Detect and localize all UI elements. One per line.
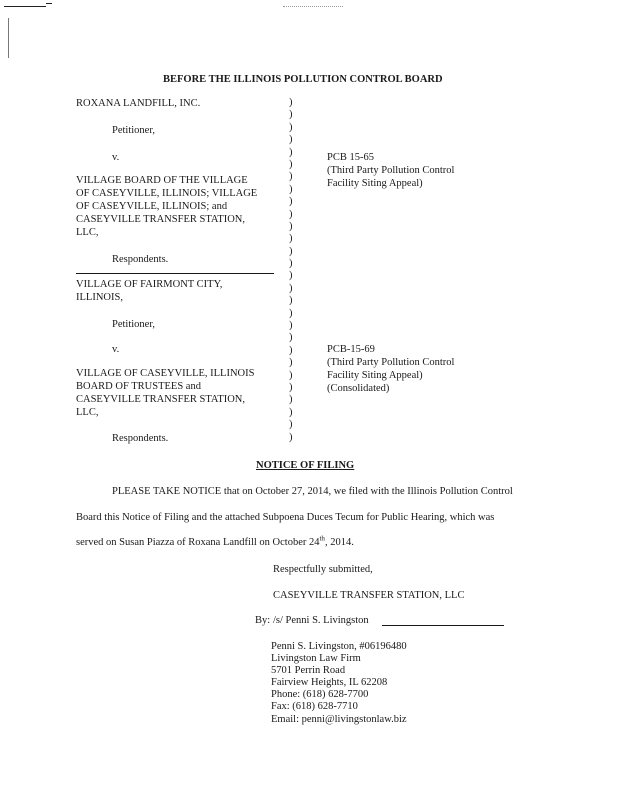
scan-edge-mark [46, 3, 52, 4]
caption-parenthesis: ) [289, 233, 293, 245]
caption-parenthesis: ) [289, 258, 293, 270]
contact-line: Penni S. Livingston, #06196480 [271, 641, 407, 652]
signature-by-label: By: [255, 615, 271, 626]
caption-parenthesis: ) [289, 344, 293, 356]
notice-line [76, 536, 546, 549]
notice-line [76, 485, 546, 498]
case1-petitioner-label: Petitioner, [112, 125, 156, 136]
contact-email: Email: penni@livingstonlaw.biz [271, 714, 407, 725]
case1-respondent-line: CASEYVILLE TRANSFER STATION, [76, 214, 246, 225]
case1-case-type-line: Facility Siting Appeal) [327, 178, 423, 189]
signature-line [382, 625, 504, 626]
caption-parenthesis: ) [289, 357, 293, 369]
caption-parenthesis: ) [289, 307, 293, 319]
caption-parenthesis: ) [289, 295, 293, 307]
caption-parenthesis: ) [289, 171, 293, 183]
case1-versus: v. [112, 152, 120, 163]
caption-parenthesis: ) [289, 332, 293, 344]
caption-parenthesis: ) [289, 406, 293, 418]
caption-parenthesis: ) [289, 158, 293, 170]
notice-title: NOTICE OF FILING [256, 460, 355, 471]
case1-case-number: PCB 15-65 [327, 152, 374, 163]
caption-parenthesis: ) [289, 369, 293, 381]
caption-parenthesis: ) [289, 196, 293, 208]
case1-case-type-line: (Third Party Pollution Control [327, 165, 455, 176]
case1-respondent-line: OF CASEYVILLE, ILLINOIS; VILLAGE [76, 188, 258, 199]
case1-respondent-line: VILLAGE BOARD OF THE VILLAGE [76, 175, 248, 186]
caption-parenthesis: ) [289, 220, 293, 232]
case2-petitioner-line: VILLAGE OF FAIRMONT CITY, [76, 279, 223, 290]
caption-divider-rule [76, 273, 274, 274]
case2-respondent-line: LLC, [76, 407, 99, 418]
signature-company: CASEYVILLE TRANSFER STATION, LLC [273, 590, 465, 601]
caption-parenthesis: ) [289, 282, 293, 294]
caption-parenthesis: ) [289, 121, 293, 133]
notice-line-text: Board this Notice of Filing and the attached Subpoena Duces Tecum for Public Hearing, which was [76, 512, 495, 523]
scan-edge-mark [4, 6, 46, 7]
caption-parenthesis: ) [289, 146, 293, 158]
contact-line: 5701 Perrin Road [271, 665, 346, 676]
case2-case-type-line: Facility Siting Appeal) [327, 370, 423, 381]
caption-parenthesis: ) [289, 134, 293, 146]
signature-closing: Respectfully submitted, [273, 564, 373, 575]
case1-respondent-label: Respondents. [112, 254, 169, 265]
caption-parenthesis: ) [289, 97, 293, 108]
caption-parenthesis: ) [289, 320, 293, 332]
page-heading: BEFORE THE ILLINOIS POLLUTION CONTROL BOARD [163, 74, 443, 85]
caption-parenthesis: ) [289, 109, 293, 121]
case1-respondent-line: OF CASEYVILLE, ILLINOIS; and [76, 201, 228, 212]
case2-petitioner-label: Petitioner, [112, 319, 156, 330]
caption-parenthesis: ) [289, 381, 293, 393]
signature-signed-name: /s/ Penni S. Livingston [273, 615, 369, 626]
notice-line-text: served on Susan Piazza of Roxana Landfill on October 24 [76, 537, 320, 548]
notice-line-text: PLEASE TAKE NOTICE that on October 27, 2014, we filed with the Illinois Pollution Control [112, 486, 513, 497]
notice-line [76, 511, 546, 524]
case2-respondent-line: CASEYVILLE TRANSFER STATION, [76, 394, 246, 405]
ordinal-suffix: th [319, 534, 325, 543]
caption-parenthesis: ) [289, 245, 293, 257]
caption-parenthesis: ) [289, 419, 293, 431]
contact-line: Fax: (618) 628-7710 [271, 701, 358, 712]
contact-line: Phone: (618) 628-7700 [271, 689, 369, 700]
case1-respondent-line: LLC, [76, 227, 99, 238]
caption-parenthesis: ) [289, 208, 293, 220]
caption-parenthesis-column [289, 97, 297, 444]
scan-edge-mark [283, 6, 343, 8]
caption-parenthesis: ) [289, 431, 293, 443]
case1-petitioner-name: ROXANA LANDFILL, INC. [76, 98, 201, 109]
case2-respondent-line: BOARD OF TRUSTEES and [76, 381, 201, 392]
case2-case-type-line: (Third Party Pollution Control [327, 357, 455, 368]
caption-parenthesis: ) [289, 183, 293, 195]
case2-respondent-line: VILLAGE OF CASEYVILLE, ILLINOIS [76, 368, 255, 379]
case2-respondent-label: Respondents. [112, 433, 169, 444]
case2-versus: v. [112, 344, 120, 355]
contact-line: Fairview Heights, IL 62208 [271, 677, 388, 688]
caption-parenthesis: ) [289, 394, 293, 406]
case2-case-type-line: (Consolidated) [327, 383, 390, 394]
caption-parenthesis: ) [289, 270, 293, 282]
notice-line-text: , 2014. [324, 537, 354, 548]
scan-edge-mark [8, 18, 9, 58]
case2-petitioner-line: ILLINOIS, [76, 292, 123, 303]
case2-case-number: PCB-15-69 [327, 344, 375, 355]
contact-line: Livingston Law Firm [271, 653, 361, 664]
